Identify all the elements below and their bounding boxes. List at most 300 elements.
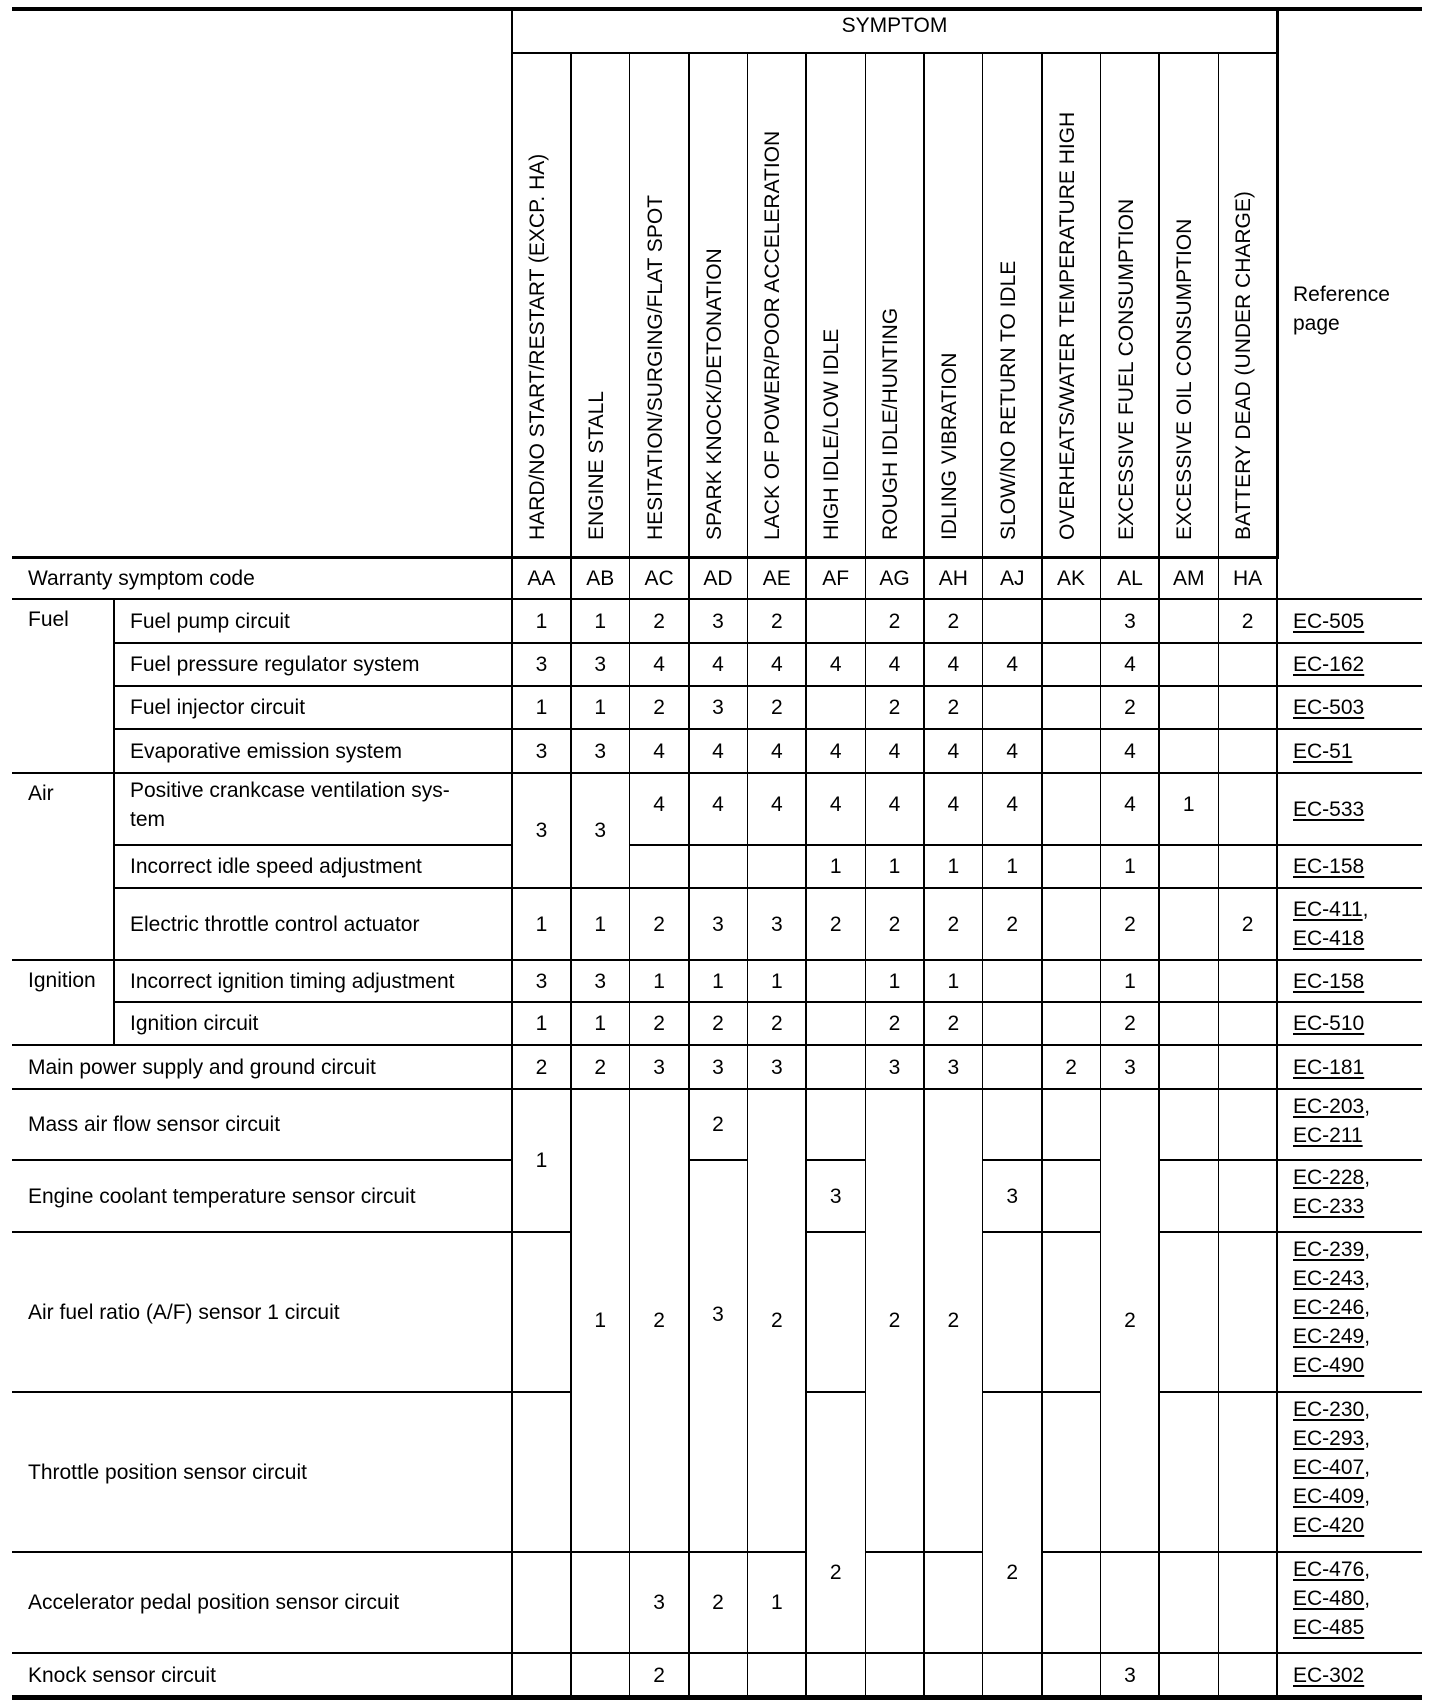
value-cell: 4	[1006, 793, 1019, 816]
symptom-header-ad	[689, 52, 748, 557]
symptom-name: OVERHEATS/WATER TEMPERATURE HIGH	[1055, 111, 1079, 540]
value-cell: 4	[712, 739, 724, 763]
value-cell: 1	[712, 969, 724, 993]
symptom-name: HARD/NO START/RESTART (EXCP. HA)	[526, 153, 549, 540]
value-cell: 1	[1124, 969, 1136, 993]
row-label-line: tem	[130, 808, 166, 831]
value-cell: 4	[829, 739, 842, 763]
value-cell: 2	[712, 1113, 724, 1136]
row-rule	[1159, 1391, 1218, 1393]
value-cell: 2	[770, 1309, 783, 1332]
value-cell	[1218, 845, 1277, 888]
row-rule	[1101, 1652, 1160, 1654]
reference-cell	[1277, 845, 1422, 888]
row-label-fuel_pressure_reg: Fuel pressure regulator system	[130, 653, 420, 676]
value-cell	[806, 1002, 865, 1045]
value-cell: 1	[535, 1012, 548, 1035]
row-rule	[806, 1231, 865, 1233]
row-rule	[571, 1652, 630, 1654]
symptom-header-ab	[571, 52, 630, 557]
symptom-header-ag	[865, 52, 924, 557]
row-label-line: Positive crankcase ventilation sys-	[130, 779, 450, 802]
value-cell: 2	[829, 912, 842, 936]
value-cell: 3	[1006, 1184, 1019, 1208]
value-cell: 2	[1124, 912, 1136, 936]
value-cell: 4	[829, 793, 842, 816]
value-cell	[1159, 686, 1218, 729]
reference-cell	[1277, 1089, 1422, 1160]
row-label-ign_circuit: Ignition circuit	[130, 1012, 259, 1035]
reference-link[interactable]: EC-510	[1293, 1012, 1365, 1035]
warranty-code: AG	[879, 566, 910, 590]
value-cell	[747, 845, 806, 888]
symptom-name: ROUGH IDLE/HUNTING	[879, 307, 903, 540]
value-cell: 3	[712, 1055, 724, 1079]
reference-line	[1293, 1511, 1422, 1540]
value-cell: 3	[712, 609, 724, 633]
value-cell: 4	[712, 653, 724, 676]
value-cell: 3	[947, 1055, 960, 1079]
row-rule	[983, 1231, 1042, 1233]
value-cell: 2	[888, 609, 901, 633]
value-cell: 2	[1124, 1012, 1136, 1035]
value-cell	[1042, 960, 1101, 1002]
reference-link[interactable]: EC-181	[1293, 1055, 1365, 1079]
warranty-code: AB	[586, 566, 615, 590]
reference-link[interactable]: EC-230	[1293, 1398, 1365, 1421]
value-cell: 1	[594, 1012, 607, 1035]
value-cell: 2	[712, 1012, 724, 1035]
row-rule	[806, 1391, 865, 1393]
value-cell: 1	[770, 1591, 783, 1614]
reference-cell	[1277, 643, 1422, 686]
value-cell: 1	[770, 969, 783, 993]
value-cell	[689, 845, 748, 888]
reference-cell	[1277, 1552, 1422, 1653]
column-rule	[805, 52, 807, 1697]
value-cell: 1	[1006, 855, 1019, 878]
row-rule	[12, 1088, 1422, 1090]
row-rule	[1277, 1551, 1422, 1553]
row-rule	[114, 642, 1422, 644]
reference-link[interactable]: EC-302	[1293, 1663, 1365, 1687]
reference-link[interactable]: EC-490	[1293, 1354, 1365, 1377]
row-label-tps: Throttle position sensor circuit	[28, 1460, 307, 1484]
value-cell: 1	[594, 1309, 607, 1332]
value-cell: 1	[829, 855, 842, 878]
row-rule	[1277, 1652, 1422, 1654]
value-cell: 4	[947, 653, 960, 676]
reference-cell	[1277, 960, 1422, 1002]
value-cell: 3	[712, 1302, 724, 1326]
value-cell: 2	[594, 1055, 607, 1079]
group-air: Air	[28, 782, 54, 805]
reference-link[interactable]: EC-418	[1293, 927, 1365, 950]
row-rule	[114, 887, 1422, 889]
value-cell: 4	[888, 653, 901, 676]
value-cell: 1	[535, 1149, 548, 1172]
row-rule	[1218, 1159, 1277, 1161]
reference-link[interactable]: EC-505	[1293, 609, 1365, 633]
value-cell	[1218, 1045, 1277, 1089]
reference-link[interactable]: EC-480	[1293, 1587, 1365, 1610]
reference-line	[1293, 1555, 1422, 1584]
value-cell: 4	[712, 793, 724, 816]
reference-separator: ,	[1362, 898, 1369, 921]
reference-separator: ,	[1364, 1267, 1371, 1290]
value-cell: 2	[712, 1591, 724, 1614]
reference-link[interactable]: EC-409	[1293, 1485, 1365, 1508]
row-rule	[512, 1551, 571, 1553]
value-cell: 3	[712, 696, 724, 719]
reference-cell	[1277, 729, 1422, 773]
reference-link[interactable]: EC-293	[1293, 1427, 1365, 1450]
value-cell	[806, 1045, 865, 1089]
value-cell: 4	[1124, 793, 1136, 816]
value-cell: 1	[535, 912, 548, 936]
value-cell	[1159, 729, 1218, 773]
value-cell	[983, 1045, 1042, 1089]
column-rule	[1218, 52, 1219, 1697]
value-cell: 3	[594, 653, 607, 676]
reference-line	[1293, 1661, 1422, 1690]
column-rule	[570, 52, 572, 1697]
value-cell: 2	[1124, 1309, 1136, 1332]
value-cell: 3	[535, 653, 548, 676]
value-cell: 2	[535, 1055, 548, 1079]
value-cell: 1	[1124, 855, 1136, 878]
reference-page-header: Reference page	[1293, 283, 1390, 335]
row-rule	[865, 1652, 924, 1654]
row-rule	[571, 1551, 630, 1553]
value-cell: 2	[1241, 912, 1254, 936]
reference-link[interactable]: EC-203	[1293, 1095, 1365, 1118]
value-cell: 2	[1124, 696, 1136, 719]
row-rule	[1042, 1551, 1101, 1553]
value-cell: 3	[888, 1055, 901, 1079]
group-divider	[113, 599, 115, 1045]
reference-cell	[1277, 1653, 1422, 1697]
row-label-main_power: Main power supply and ground circuit	[28, 1055, 376, 1079]
reference-link[interactable]: EC-407	[1293, 1456, 1365, 1479]
value-cell: 1	[594, 696, 607, 719]
symptom-name: BATTERY DEAD (UNDER CHARGE)	[1232, 191, 1256, 540]
reference-link[interactable]: EC-162	[1293, 653, 1365, 676]
row-rule	[865, 1551, 924, 1553]
value-cell: 2	[888, 1012, 901, 1035]
value-cell: 1	[594, 912, 607, 936]
value-cell: 4	[653, 739, 665, 763]
row-rule	[12, 1652, 512, 1654]
row-label-fuel_pump: Fuel pump circuit	[130, 609, 290, 633]
reference-line	[1293, 852, 1422, 881]
symptom-name: SLOW/NO RETURN TO IDLE	[996, 260, 1020, 540]
value-cell	[983, 1002, 1042, 1045]
value-cell	[1042, 729, 1101, 773]
reference-separator: ,	[1364, 1427, 1371, 1450]
symptom-header-ac	[630, 52, 689, 557]
reference-line	[1293, 1163, 1422, 1192]
row-rule	[12, 1231, 512, 1233]
symptom-name: EXCESSIVE OIL CONSUMPTION	[1173, 218, 1197, 540]
reference-separator: ,	[1364, 1325, 1371, 1348]
symptom-title: SYMPTOM	[841, 14, 948, 37]
row-rule	[1159, 1231, 1218, 1233]
reference-line	[1293, 1121, 1422, 1150]
row-rule	[983, 1159, 1042, 1161]
reference-link[interactable]: EC-51	[1293, 739, 1353, 763]
reference-line	[1293, 1453, 1422, 1482]
group-fuel: Fuel	[28, 608, 69, 631]
value-cell	[1159, 960, 1218, 1002]
value-cell	[1159, 599, 1218, 643]
value-cell	[1042, 1002, 1101, 1045]
value-cell: 4	[888, 739, 901, 763]
reference-separator: ,	[1364, 1485, 1371, 1508]
row-label-pcv	[114, 773, 512, 845]
value-cell	[1218, 643, 1277, 686]
value-cell: 2	[888, 912, 901, 936]
value-cell	[630, 845, 689, 888]
value-cell: 3	[770, 1055, 783, 1079]
row-rule	[689, 1551, 748, 1553]
reference-line	[1293, 1351, 1422, 1380]
symptom-header-ae	[747, 52, 806, 557]
value-cell	[983, 960, 1042, 1002]
value-cell: 3	[770, 912, 783, 936]
reference-line	[1293, 1053, 1422, 1082]
value-cell: 2	[888, 696, 901, 719]
warranty-code: HA	[1233, 566, 1263, 590]
row-label-ect: Engine coolant temperature sensor circuit	[28, 1184, 416, 1208]
reference-separator: ,	[1364, 1456, 1371, 1479]
reference-separator: ,	[1364, 1166, 1371, 1189]
row-rule	[1277, 1231, 1422, 1233]
value-cell: 4	[1006, 653, 1019, 676]
value-cell	[1159, 1045, 1218, 1089]
reference-link[interactable]: EC-158	[1293, 855, 1365, 878]
row-rule	[512, 1231, 571, 1233]
symptom-name: HESITATION/SURGING/FLAT SPOT	[643, 195, 667, 540]
value-cell: 2	[1241, 609, 1254, 633]
value-cell: 3	[712, 912, 724, 936]
row-label-etc_actuator: Electric throttle control actuator	[130, 912, 420, 936]
reference-link[interactable]: EC-503	[1293, 696, 1365, 719]
reference-line	[1293, 1235, 1422, 1264]
reference-link[interactable]: EC-246	[1293, 1296, 1365, 1319]
row-rule	[1042, 1391, 1101, 1393]
value-cell: 2	[947, 1309, 960, 1332]
row-rule	[114, 728, 1422, 730]
reference-link[interactable]: EC-411	[1293, 898, 1363, 921]
value-cell: 2	[947, 696, 960, 719]
reference-line	[1293, 1264, 1422, 1293]
value-cell	[1042, 599, 1101, 643]
reference-link[interactable]: EC-239	[1293, 1238, 1365, 1261]
value-cell: 2	[947, 609, 960, 633]
row-rule	[12, 1044, 1422, 1046]
reference-link[interactable]: EC-228	[1293, 1166, 1365, 1189]
reference-link[interactable]: EC-485	[1293, 1616, 1365, 1639]
symptom-header-aj	[983, 52, 1042, 557]
reference-link[interactable]: EC-233	[1293, 1195, 1365, 1218]
reference-line	[1293, 1293, 1422, 1322]
symptom-name: SPARK KNOCK/DETONATION	[702, 248, 726, 540]
value-cell: 1	[888, 855, 901, 878]
reference-cell	[1277, 1045, 1422, 1089]
value-cell	[806, 686, 865, 729]
value-cell	[1218, 729, 1277, 773]
value-cell: 2	[653, 696, 665, 719]
value-cell: 3	[653, 1591, 665, 1614]
warranty-code: AE	[762, 566, 791, 590]
row-label-app: Accelerator pedal position sensor circuit	[28, 1591, 400, 1614]
value-cell	[1042, 845, 1101, 888]
symptom-header-ha	[1218, 52, 1277, 557]
value-cell	[1042, 773, 1101, 845]
row-rule	[1042, 1231, 1101, 1233]
value-cell: 2	[770, 1012, 783, 1035]
value-cell: 4	[770, 653, 783, 676]
reference-link[interactable]: EC-533	[1293, 797, 1365, 821]
value-cell: 3	[594, 819, 607, 842]
row-rule	[924, 1551, 983, 1553]
value-cell: 1	[653, 969, 665, 993]
reference-line	[1293, 924, 1422, 953]
row-rule	[1218, 1551, 1277, 1553]
value-cell: 2	[1006, 1561, 1019, 1584]
value-cell: 3	[1124, 1055, 1136, 1079]
reference-line	[1293, 607, 1422, 636]
warranty-code-label: Warranty symptom code	[28, 566, 255, 590]
reference-line	[1293, 895, 1422, 924]
reference-cell	[1277, 1160, 1422, 1232]
table-bottom-rule	[12, 1695, 1422, 1700]
value-cell: 2	[770, 696, 783, 719]
value-cell	[1159, 888, 1218, 960]
value-cell: 4	[1124, 653, 1136, 676]
row-rule	[983, 1391, 1042, 1393]
value-cell: 2	[947, 1012, 960, 1035]
vertical-rule	[511, 9, 513, 1697]
value-cell: 4	[1006, 739, 1019, 763]
row-label-maf: Mass air flow sensor circuit	[28, 1113, 281, 1136]
value-cell	[1159, 845, 1218, 888]
value-cell: 1	[535, 696, 548, 719]
value-cell: 3	[594, 969, 607, 993]
row-rule	[12, 1159, 512, 1161]
row-rule	[12, 1391, 512, 1393]
value-cell	[1218, 1002, 1277, 1045]
value-cell: 3	[829, 1184, 842, 1208]
reference-separator: ,	[1364, 1398, 1371, 1421]
value-cell: 2	[947, 912, 960, 936]
warranty-code: AJ	[999, 566, 1025, 590]
value-cell: 1	[594, 609, 607, 633]
value-cell	[806, 960, 865, 1002]
row-rule	[806, 1159, 865, 1161]
value-cell	[1218, 686, 1277, 729]
value-cell	[1159, 643, 1218, 686]
reference-cell	[1277, 888, 1422, 960]
value-cell: 4	[1124, 739, 1136, 763]
column-rule	[629, 52, 630, 1697]
warranty-code: AM	[1173, 566, 1205, 590]
reference-line	[1293, 650, 1422, 679]
reference-cell	[1277, 599, 1422, 643]
reference-link[interactable]: EC-476	[1293, 1558, 1365, 1581]
value-cell	[1218, 960, 1277, 1002]
reference-line	[1293, 967, 1422, 996]
symptom-name: HIGH IDLE/LOW IDLE	[820, 328, 844, 540]
reference-line	[1293, 1192, 1422, 1221]
row-label-evap: Evaporative emission system	[130, 739, 402, 763]
reference-link[interactable]: EC-158	[1293, 969, 1365, 993]
value-cell: 4	[947, 739, 960, 763]
row-label-idle_speed: Incorrect idle speed adjustment	[130, 855, 422, 878]
symptom-header-ak	[1042, 52, 1101, 557]
reference-cell	[1277, 1392, 1422, 1552]
reference-line	[1293, 737, 1422, 766]
value-cell	[1042, 686, 1101, 729]
row-rule	[12, 1551, 512, 1553]
value-cell: 1	[888, 969, 901, 993]
row-rule	[689, 1652, 748, 1654]
row-label-fuel_injector: Fuel injector circuit	[130, 696, 306, 719]
table-top-rule	[12, 7, 1422, 11]
column-rule	[1158, 52, 1160, 1697]
value-cell: 2	[829, 1561, 842, 1584]
warranty-code: AF	[822, 566, 850, 590]
value-cell	[1159, 1002, 1218, 1045]
value-cell: 4	[770, 793, 783, 816]
reference-line	[1293, 1584, 1422, 1613]
value-cell: 4	[653, 653, 665, 676]
column-rule	[982, 52, 983, 1697]
column-rule	[923, 52, 925, 1697]
row-rule	[1101, 1551, 1160, 1553]
row-rule	[1042, 1159, 1101, 1161]
reference-link[interactable]: EC-420	[1293, 1514, 1365, 1537]
value-cell	[983, 686, 1042, 729]
reference-separator: ,	[1364, 1558, 1371, 1581]
symptom-header-al	[1101, 52, 1160, 557]
warranty-code: AK	[1057, 566, 1086, 590]
reference-cell	[1277, 773, 1422, 845]
row-rule	[689, 1159, 748, 1161]
row-rule	[1218, 1231, 1277, 1233]
value-cell: 4	[653, 793, 665, 816]
reference-link[interactable]: EC-243	[1293, 1267, 1365, 1290]
value-cell: 3	[594, 739, 607, 763]
row-rule	[747, 1652, 806, 1654]
value-cell: 1	[1182, 793, 1195, 816]
row-rule	[1218, 1391, 1277, 1393]
value-cell	[1218, 773, 1277, 845]
reference-link[interactable]: EC-211	[1293, 1124, 1363, 1147]
row-rule	[12, 959, 1422, 961]
row-rule	[12, 598, 1422, 600]
reference-separator: ,	[1364, 1296, 1371, 1319]
value-cell: 2	[653, 912, 665, 936]
row-rule	[1218, 1652, 1277, 1654]
row-rule	[114, 844, 512, 846]
row-rule	[1159, 1652, 1218, 1654]
reference-link[interactable]: EC-249	[1293, 1325, 1365, 1348]
value-cell	[983, 599, 1042, 643]
reference-line	[1293, 1092, 1422, 1121]
row-label-af_sensor: Air fuel ratio (A/F) sensor 1 circuit	[28, 1300, 340, 1324]
